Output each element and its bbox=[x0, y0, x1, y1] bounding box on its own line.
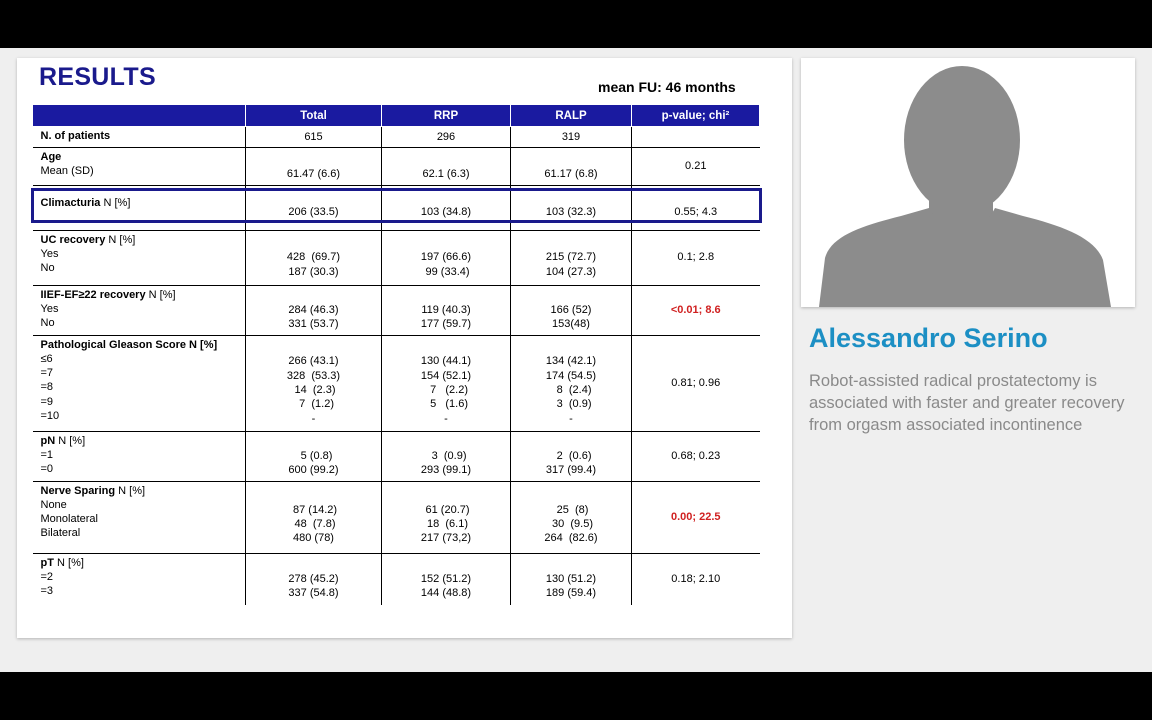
rrp-value bbox=[390, 340, 502, 354]
rrp-value: 3 (0.9) bbox=[425, 449, 467, 462]
row-sublabel: =2 bbox=[40, 570, 54, 583]
ralp-value: 319 bbox=[561, 130, 581, 143]
ralp-cell bbox=[511, 230, 632, 285]
slide-title: RESULTS bbox=[39, 63, 156, 91]
ralp-value bbox=[519, 488, 623, 502]
table-row bbox=[33, 553, 760, 605]
table-row bbox=[33, 127, 760, 148]
table-row bbox=[33, 194, 760, 230]
row-sublabel: ≤6 bbox=[40, 352, 53, 365]
total-value: 61.47 (6.6) bbox=[286, 167, 341, 180]
ralp-value: 153(48) bbox=[552, 318, 590, 331]
ralp-value: 61.17 (6.8) bbox=[544, 167, 598, 180]
total-value: 87 (14.2) bbox=[289, 503, 338, 516]
row-label-title: Nerve Sparing bbox=[40, 484, 116, 497]
total-value bbox=[254, 236, 373, 250]
total-cell bbox=[246, 553, 382, 605]
ralp-cell bbox=[511, 285, 632, 335]
total-value: 48 (7.8) bbox=[291, 518, 336, 530]
total-value: 328 (53.3) bbox=[286, 369, 341, 382]
rrp-cell bbox=[382, 431, 511, 481]
row-label bbox=[33, 285, 246, 335]
row-label-title: pN bbox=[40, 434, 56, 447]
speaker-name: Alessandro Serino bbox=[809, 323, 1048, 353]
p-value: <0.01; 8.6 bbox=[670, 303, 721, 316]
ralp-cell bbox=[511, 431, 632, 481]
total-value: 480 (78) bbox=[293, 532, 334, 545]
total-cell bbox=[246, 285, 382, 335]
ralp-value: 30 (9.5) bbox=[548, 518, 594, 530]
row-sublabel: Bilateral bbox=[40, 527, 81, 540]
row-sublabel: Yes bbox=[40, 247, 59, 260]
row-label bbox=[33, 335, 246, 431]
video-frame bbox=[0, 48, 1152, 672]
total-value bbox=[254, 340, 373, 354]
row-label bbox=[33, 553, 246, 605]
ralp-value bbox=[519, 289, 623, 303]
ralp-value: 3 (0.9) bbox=[550, 398, 592, 411]
table-header-cell: RALP bbox=[511, 105, 632, 127]
p-value: 0.21 bbox=[685, 160, 707, 173]
total-cell bbox=[246, 127, 382, 148]
row-sublabel: =3 bbox=[40, 585, 54, 598]
total-value: 600 (99.2) bbox=[288, 464, 339, 477]
ralp-value bbox=[519, 558, 623, 572]
ralp-value: 174 (54.5) bbox=[545, 369, 597, 382]
ralp-value: 103 (32.3) bbox=[545, 205, 597, 218]
rrp-cell bbox=[382, 481, 511, 553]
total-value bbox=[254, 152, 373, 166]
row-sublabel: =10 bbox=[40, 409, 60, 422]
row-label-unit: N [%] bbox=[53, 556, 84, 569]
table-row bbox=[33, 431, 760, 481]
rrp-value bbox=[390, 289, 502, 303]
table-header-cell: p-value; chi² bbox=[632, 105, 760, 127]
p-value: 0.00; 22.5 bbox=[670, 510, 721, 523]
results-slide bbox=[17, 58, 792, 638]
rrp-value: 197 (66.6) bbox=[420, 251, 472, 264]
table-row bbox=[33, 285, 760, 335]
ralp-value: 130 (51.2) bbox=[545, 573, 597, 586]
row-sublabel: No bbox=[40, 262, 55, 275]
total-value bbox=[254, 488, 373, 502]
table-row bbox=[33, 230, 760, 285]
ralp-value bbox=[519, 435, 623, 449]
row-sublabel: Monolateral bbox=[40, 513, 98, 526]
ralp-value bbox=[519, 340, 623, 354]
rrp-value: - bbox=[444, 412, 448, 425]
row-label-unit: N [%] bbox=[55, 434, 86, 447]
total-value: 278 (45.2) bbox=[288, 573, 339, 586]
rrp-value: 217 (73,2) bbox=[420, 532, 472, 545]
total-value: 187 (30.3) bbox=[288, 265, 339, 278]
p-value: 0.68; 0.23 bbox=[671, 449, 721, 462]
row-label-title: IIEF-EF≥22 recovery bbox=[40, 288, 146, 301]
row-label-title: Climacturia bbox=[40, 197, 101, 209]
row-sublabel: Yes bbox=[40, 302, 59, 315]
ralp-value: 2 (0.6) bbox=[550, 449, 592, 462]
rrp-cell bbox=[382, 127, 511, 148]
p-value-cell bbox=[632, 431, 760, 481]
table-header-cell bbox=[33, 105, 246, 127]
row-label bbox=[33, 194, 246, 230]
rrp-value: 103 (34.8) bbox=[420, 205, 472, 218]
total-cell bbox=[246, 148, 382, 186]
row-label-title: UC recovery bbox=[40, 233, 106, 246]
p-value-cell bbox=[632, 230, 760, 285]
rrp-value: 61 (20.7) bbox=[422, 503, 470, 516]
ralp-value: 189 (59.4) bbox=[545, 587, 597, 600]
ralp-value: 215 (72.7) bbox=[545, 251, 597, 264]
row-label bbox=[33, 230, 246, 285]
p-value-cell bbox=[632, 148, 760, 186]
total-cell bbox=[246, 194, 382, 230]
rrp-value: 152 (51.2) bbox=[420, 573, 472, 586]
p-value-cell bbox=[632, 285, 760, 335]
rrp-cell bbox=[382, 194, 511, 230]
p-value: 0.18; 2.10 bbox=[671, 573, 721, 586]
rrp-value: 130 (44.1) bbox=[420, 355, 472, 368]
row-sublabel: No bbox=[40, 317, 55, 330]
total-value: 428 (69.7) bbox=[286, 251, 341, 264]
row-sublabel: =9 bbox=[40, 395, 54, 408]
rrp-cell bbox=[382, 148, 511, 186]
row-sublabel: =0 bbox=[40, 463, 54, 476]
person-silhouette-icon bbox=[801, 58, 1135, 307]
ralp-cell bbox=[511, 148, 632, 186]
p-value-cell bbox=[632, 335, 760, 431]
ralp-value bbox=[519, 236, 623, 250]
ralp-cell bbox=[511, 481, 632, 553]
ralp-value: 166 (52) bbox=[550, 303, 592, 316]
row-label bbox=[33, 127, 246, 148]
row-label bbox=[33, 148, 246, 186]
rrp-value: 18 (6.1) bbox=[423, 518, 469, 530]
total-value bbox=[254, 435, 373, 449]
total-value: 615 bbox=[304, 130, 323, 143]
rrp-value: 154 (52.1) bbox=[420, 369, 472, 382]
ralp-cell bbox=[511, 194, 632, 230]
rrp-value bbox=[390, 152, 502, 166]
row-label bbox=[33, 431, 246, 481]
rrp-value bbox=[390, 236, 502, 250]
p-value-cell bbox=[632, 553, 760, 605]
total-value: 14 (2.3) bbox=[291, 384, 336, 396]
total-value bbox=[254, 289, 373, 303]
row-label-unit: N [%] bbox=[105, 233, 136, 246]
ralp-cell bbox=[511, 335, 632, 431]
row-label-title: pT bbox=[40, 556, 54, 569]
p-value-cell bbox=[632, 194, 760, 230]
row-label-unit: N [%] bbox=[115, 484, 146, 497]
row-label-title: Pathological Gleason Score N [%] bbox=[40, 338, 218, 351]
table-header-cell: Total bbox=[246, 105, 382, 127]
row-label-title: N. of patients bbox=[40, 130, 111, 142]
rrp-cell bbox=[382, 553, 511, 605]
ralp-value: 134 (42.1) bbox=[545, 355, 597, 368]
p-value-cell bbox=[632, 481, 760, 553]
total-value: 5 (0.8) bbox=[294, 449, 333, 462]
rrp-value bbox=[390, 435, 502, 449]
row-label-unit: N [%] bbox=[100, 197, 131, 209]
total-value: 331 (53.7) bbox=[288, 318, 339, 331]
rrp-cell bbox=[382, 230, 511, 285]
ralp-cell bbox=[511, 127, 632, 148]
total-value: 337 (54.8) bbox=[288, 587, 339, 600]
row-sublabel: None bbox=[40, 498, 67, 511]
total-value: 206 (33.5) bbox=[288, 205, 339, 218]
followup-note: mean FU: 46 months bbox=[598, 79, 736, 95]
rrp-value bbox=[390, 558, 502, 572]
row-label-title: Age bbox=[40, 151, 62, 163]
results-table bbox=[32, 104, 760, 605]
table-row bbox=[33, 148, 760, 186]
ralp-value: - bbox=[569, 412, 573, 425]
rrp-value: 296 bbox=[436, 130, 456, 143]
ralp-value: 104 (27.3) bbox=[545, 265, 597, 278]
table-header-cell: RRP bbox=[382, 105, 511, 127]
total-cell bbox=[246, 481, 382, 553]
ralp-value: 8 (2.4) bbox=[550, 384, 592, 396]
speaker-photo bbox=[801, 58, 1135, 307]
rrp-value: 144 (48.8) bbox=[420, 587, 472, 600]
rrp-value: 62.1 (6.3) bbox=[422, 167, 470, 180]
ralp-cell bbox=[511, 553, 632, 605]
ralp-value: 25 (8) bbox=[553, 503, 589, 516]
total-value: 7 (1.2) bbox=[293, 398, 334, 411]
ralp-value bbox=[519, 152, 623, 166]
rrp-value: 7 (2.2) bbox=[423, 384, 469, 396]
total-value: - bbox=[311, 412, 316, 425]
ralp-value: 264 (82.6) bbox=[544, 532, 598, 545]
row-sublabel: =1 bbox=[40, 448, 54, 461]
rrp-value: 99 (33.4) bbox=[422, 265, 470, 278]
total-cell bbox=[246, 230, 382, 285]
p-value-cell bbox=[632, 127, 760, 148]
total-value: 284 (46.3) bbox=[288, 303, 339, 316]
row-sublabel: =7 bbox=[40, 367, 54, 380]
rrp-cell bbox=[382, 335, 511, 431]
total-value bbox=[254, 558, 373, 572]
rrp-value: 119 (40.3) bbox=[421, 303, 471, 316]
table-row bbox=[33, 481, 760, 553]
rrp-cell bbox=[382, 285, 511, 335]
row-label bbox=[33, 481, 246, 553]
row-label-unit: N [%] bbox=[145, 288, 176, 301]
ralp-value: 317 (99.4) bbox=[545, 464, 597, 477]
table-header-row bbox=[33, 105, 760, 127]
rrp-value: 293 (99.1) bbox=[420, 464, 472, 477]
total-cell bbox=[246, 335, 382, 431]
p-value: 0.55; 4.3 bbox=[674, 205, 718, 218]
rrp-value bbox=[390, 488, 502, 502]
total-cell bbox=[246, 431, 382, 481]
total-value: 266 (43.1) bbox=[288, 355, 339, 368]
rrp-value: 177 (59.7) bbox=[420, 318, 472, 331]
p-value: 0.81; 0.96 bbox=[671, 376, 721, 389]
row-sublabel: Mean (SD) bbox=[40, 165, 94, 178]
rrp-value: 5 (1.6) bbox=[423, 398, 469, 411]
table-row bbox=[33, 335, 760, 431]
speaker-description: Robot-assisted radical prostatectomy is associated with faster and greater recovery from orgasm associated incontinence bbox=[809, 372, 1125, 434]
p-value: 0.1; 2.8 bbox=[677, 251, 715, 264]
row-sublabel: =8 bbox=[40, 381, 54, 394]
